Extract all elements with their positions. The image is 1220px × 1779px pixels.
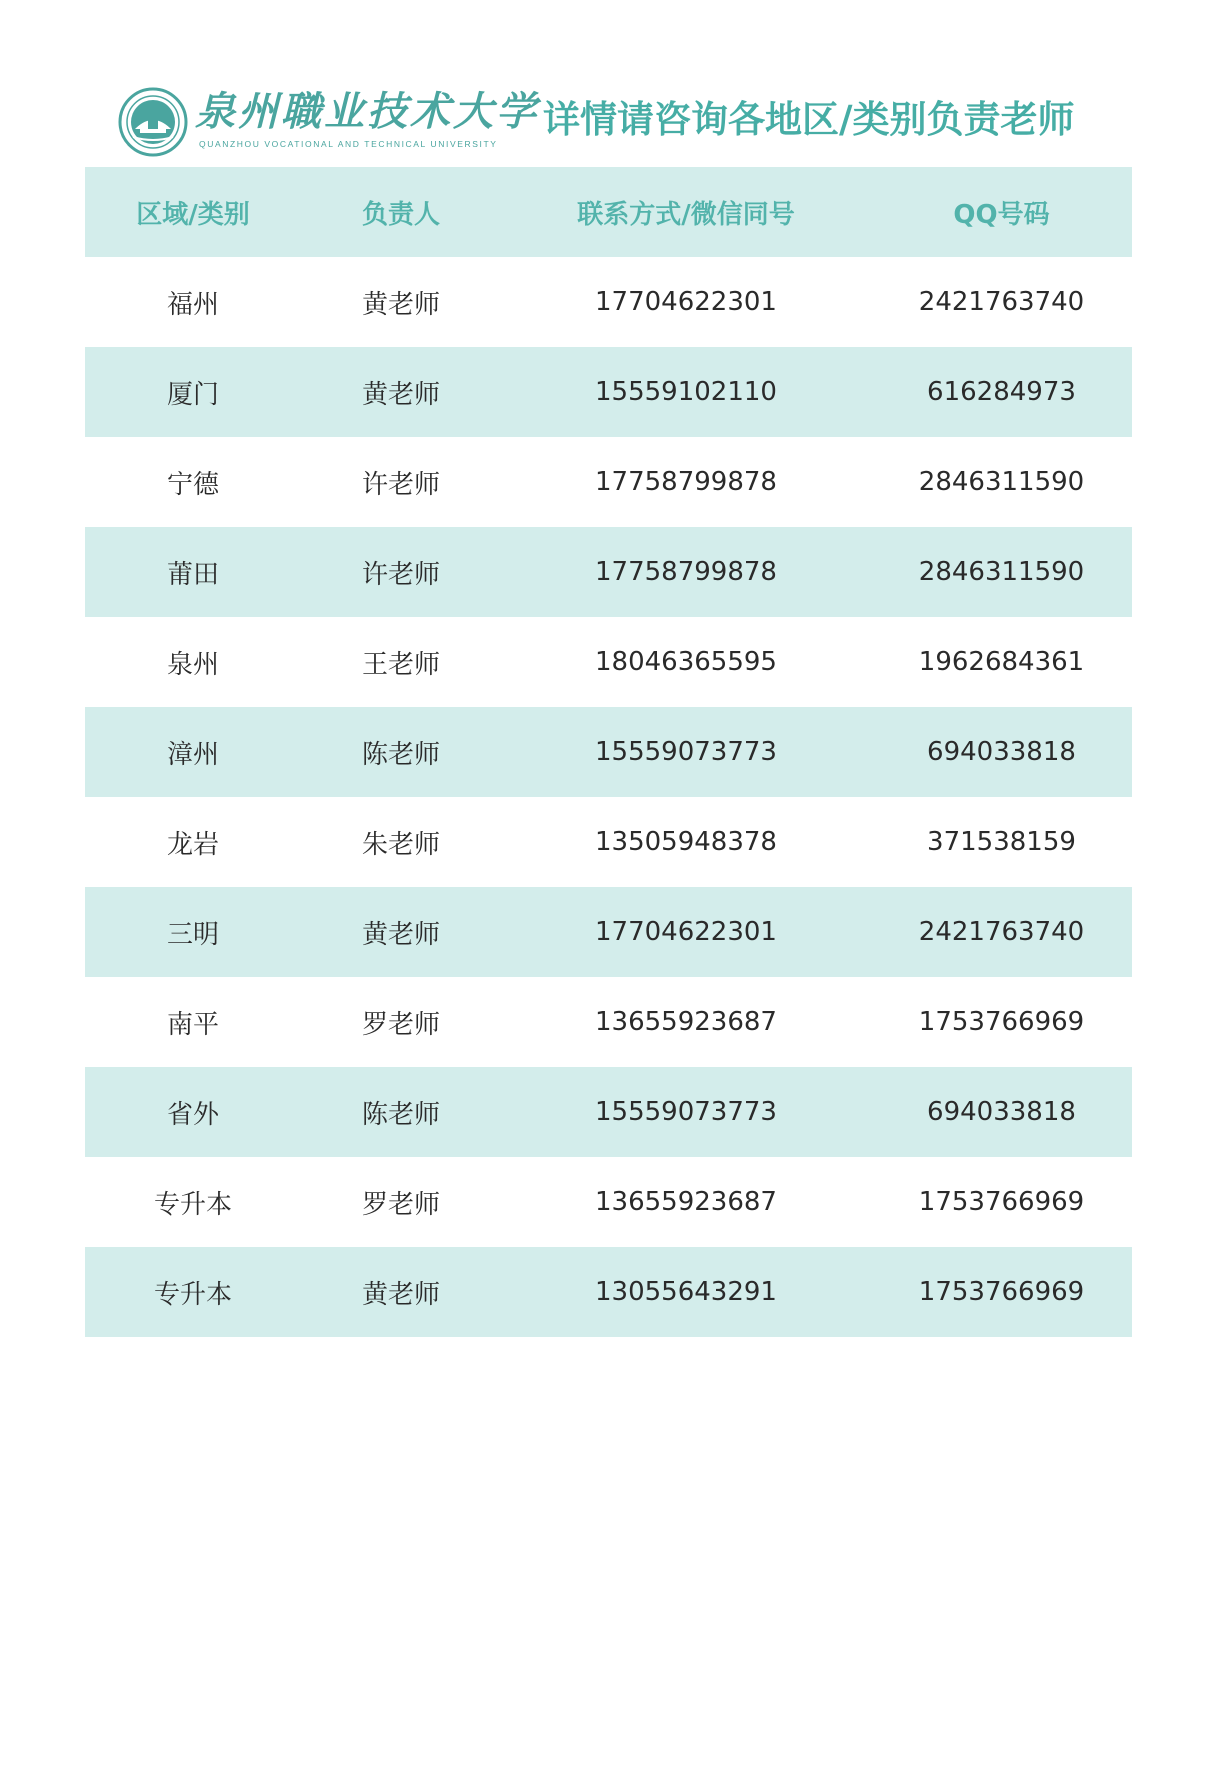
region-cell: 福州 [166,289,219,320]
region-cell: 专升本 [153,1279,232,1310]
table-row [85,1157,1132,1247]
person-cell: 黄老师 [361,289,440,320]
column-header-contact-person: 负责人 [361,199,440,230]
phone-cell: 15559073773 [595,1097,777,1127]
page-header [113,84,1113,164]
region-cell: 泉州 [166,649,219,680]
region-cell: 厦门 [166,379,219,410]
region-cell: 龙岩 [166,829,219,860]
qq-cell: 616284973 [927,377,1076,407]
phone-cell: 17704622301 [595,917,777,947]
column-header-region: 区域/类别 [136,199,250,230]
table-row [85,347,1132,437]
person-cell: 黄老师 [361,379,440,410]
region-cell: 漳州 [166,739,219,770]
phone-cell: 15559073773 [595,737,777,767]
university-logo-subtitle: QUANZHOU VOCATIONAL AND TECHNICAL UNIVERSITY [199,139,498,149]
person-cell: 许老师 [361,559,440,590]
region-cell: 三明 [166,919,219,950]
table-header-row [85,167,1132,257]
phone-cell: 17758799878 [595,557,777,587]
university-emblem-icon [118,87,188,157]
table-row [85,527,1132,617]
column-header-qq: QQ号码 [953,199,1050,230]
qq-cell: 1753766969 [918,1187,1085,1217]
qq-cell: 2421763740 [918,917,1085,947]
person-cell: 陈老师 [361,1099,440,1130]
qq-cell: 694033818 [927,737,1076,767]
phone-cell: 13055643291 [595,1277,777,1307]
person-cell: 罗老师 [361,1189,440,1220]
qq-cell: 1753766969 [918,1007,1085,1037]
table-row [85,977,1132,1067]
table-row [85,1247,1132,1337]
region-cell: 专升本 [153,1189,232,1220]
person-cell: 王老师 [361,649,440,680]
phone-cell: 18046365595 [595,647,777,677]
qq-cell: 2421763740 [918,287,1085,317]
qq-cell: 1753766969 [918,1277,1085,1307]
phone-cell: 13655923687 [595,1007,777,1037]
page-headline: 详情请咨询各地区/类别负责老师 [543,98,1075,141]
person-cell: 朱老师 [361,829,440,860]
region-cell: 南平 [166,1009,219,1040]
qq-cell: 2846311590 [918,557,1085,587]
region-cell: 宁德 [166,469,219,500]
qq-cell: 371538159 [927,827,1076,857]
qq-cell: 694033818 [927,1097,1076,1127]
column-header-phone-wechat: 联系方式/微信同号 [577,199,795,230]
phone-cell: 17704622301 [595,287,777,317]
table-row [85,257,1132,347]
table-row [85,1067,1132,1157]
phone-cell: 17758799878 [595,467,777,497]
table-row [85,887,1132,977]
qq-cell: 2846311590 [918,467,1085,497]
person-cell: 陈老师 [361,739,440,770]
university-logo-name: 泉州職业技术大学 [195,88,539,135]
contact-table [85,167,1132,1337]
table-row [85,617,1132,707]
table-row [85,797,1132,887]
qq-cell: 1962684361 [918,647,1085,677]
phone-cell: 15559102110 [595,377,777,407]
phone-cell: 13505948378 [595,827,777,857]
person-cell: 罗老师 [361,1009,440,1040]
person-cell: 黄老师 [361,1279,440,1310]
table-row [85,437,1132,527]
region-cell: 省外 [166,1099,219,1130]
person-cell: 许老师 [361,469,440,500]
person-cell: 黄老师 [361,919,440,950]
phone-cell: 13655923687 [595,1187,777,1217]
table-row [85,707,1132,797]
region-cell: 莆田 [166,559,219,590]
